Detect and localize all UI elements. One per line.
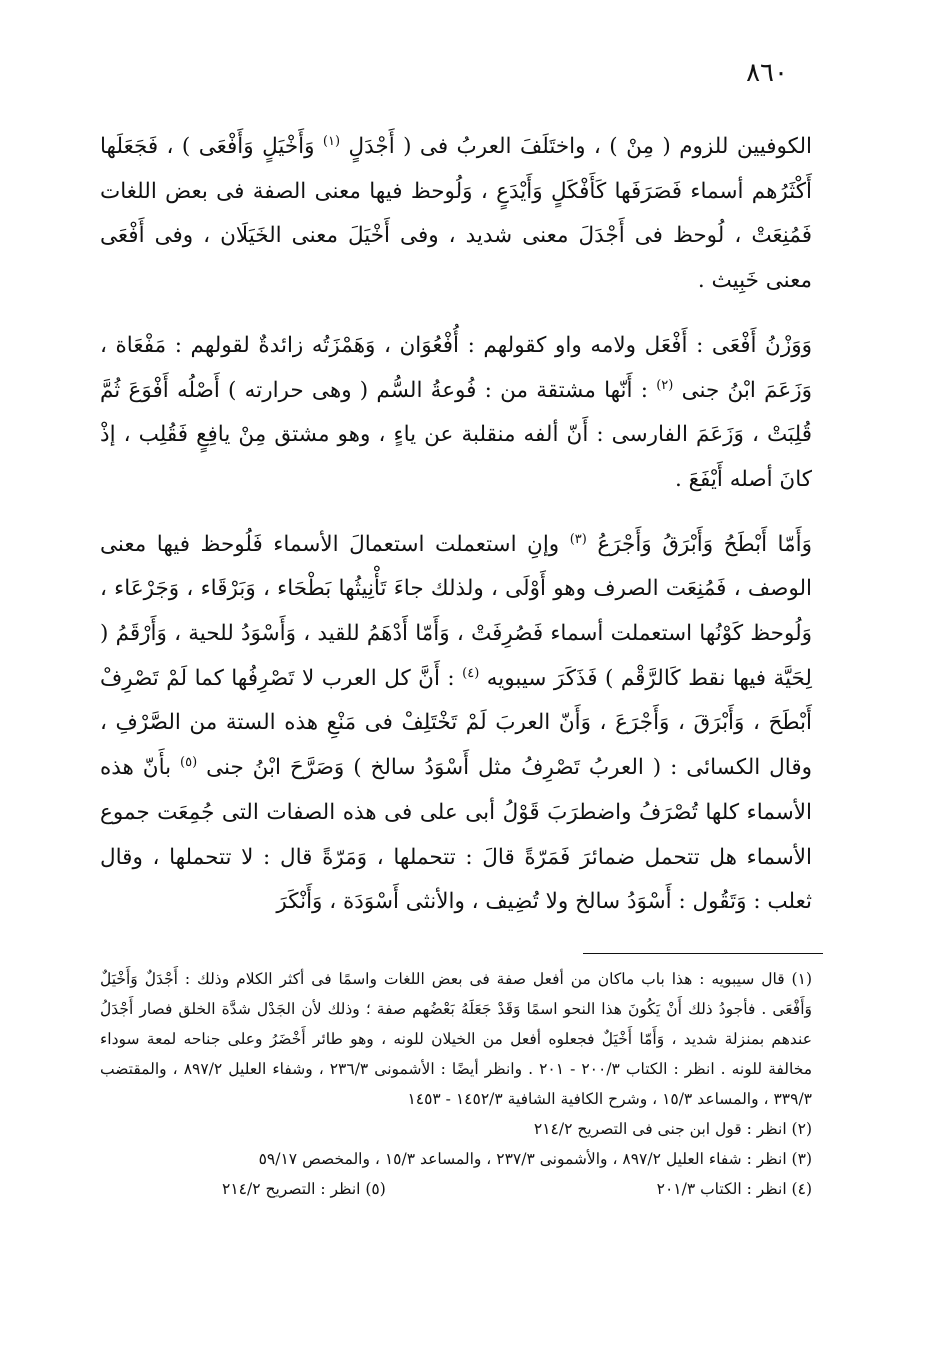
paragraph-text: وَأَخْيَلٍ وَأَفْعَى ) ، فَجَعَلَها أَكْثَرُهم أسماء فَصَرَفَها كَأَفْكَلٍ وَأَيْدَعٍ ، وَلُوحظ فيها معنى الصفة فى بعض اللغات فَمُنِعَتْ ، لُوحظ فى أَجْدَلَ معنى شديد ، وفى أَخْيَلَ معنى الخَيَلَان ، وفى أَفْعَى معنى خَبِيث .	[100, 134, 812, 294]
paragraph-1	[100, 125, 812, 304]
footnote-3: (٣) انظر : شفاء العليل ٨٩٧/٢ ، والأشمونى ٢٣٧/٣ ، والمساعد ١٥/٣ ، والمخصص ٥٩/١٧	[258, 1150, 812, 1168]
paragraph-text: : أَنّها مشتقة من : فُوعةُ السُّم ( وهى حرارته ) أَصْلُه أَفْوَعَ ثُمَّ قُلِبَتْ ، وَزَعَمَ الفارسى : أَنّ ألفه منقلبة عن ياءٍ ، وهو مشتق مِنْ يافِعٍ فَقُلِب ، إذْ كانَ أصله أَيْفَعَ .	[100, 377, 812, 492]
footnote-marker: (٣)	[569, 531, 587, 547]
footnote-row	[222, 1174, 812, 1204]
footnote-2: (٢) انظر : قول ابن جنى فى التصريح ٢١٤/٢	[533, 1120, 812, 1138]
page-number: ٨٦٠	[746, 58, 788, 88]
paragraph-text: وَوَزْنُ أَفْعَى : أَفْعَل ولامه واو كقولهم : أُفْعُوَان ، وَهَمْزَتُه زائدةٌ لقولهم : مَفْعَاة ، وَزَعَمَ ابْنُ جنى	[100, 332, 812, 403]
paragraph-2	[100, 324, 812, 503]
paragraph-text: الكوفيين للزوم ( مِنْ ) ، واختَلَفَ العربُ فى ( أَجْدَلٍ	[340, 134, 812, 159]
footnote-marker: (٢)	[656, 377, 674, 393]
footnotes	[100, 964, 812, 1204]
footnote-divider	[583, 953, 823, 954]
main-text	[100, 125, 812, 925]
footnote-marker: (٤)	[462, 665, 480, 681]
footnote-1: (١) قال سيبويه : هذا باب ماكان من أفعل صفة فى بعض اللغات واسمًا فى أكثر الكلام وذلك : أَجْدَلٌ وَأَخْيَلٌ وَأَفْعَى . فأجودُ ذلك أَنْ يَكُونَ هذا النحو اسمًا وَقَدْ جَعَلَهُ بَعْضُهم صفة ؛ وذلك لأن الجَدْل شدَّة الخلق فصار أَجْدَلُ عندهم بمنزلة شديد ، وَأَمّا أَخْيَلٌ فجعلوه أفعل من الخيلان للونه ، وهو طائر أَخْضَرُ وعلى جناحه لمعة سوداء مخالفة للونه . انظر : الكتاب ٢٠٠/٣ - ٢٠١ . وانظر أيضًا : الأشمونى ٢٣٦/٣ ، وشفاء العليل ٨٩٧/٢ ، والمقتضب ٣٣٩/٣ ، والمساعد ١٥/٣ ، وشرح الكافية الشافية ١٤٥٢/٣ - ١٤٥٣	[100, 970, 813, 1108]
paragraph-text: بأَنّ هذه الأسماء كلها تُصْرَفُ واضطرَبَ قَوْلُ أبى على فى هذه الصفات التى جُمِعَت جموع الأسماء هل تتحمل ضمائرَ فَمَرّةً قالَ : تتحملها ، وَمَرّةً قال : لا تتحملها ، وقال ثعلب : وَتَقُول : أَسْوَدُ سالخ ولا تُضِيف ، والأنثى أَسْوَدَة ، وَأَنْكَرَ	[100, 755, 812, 915]
paragraph-text: وإنِ استعملت استعمالَ الأسماء فَلُوحظ فيها معنى الوصف ، فَمُنِعَت الصرف وهو أَوْلَى ، ولذلك جاءَ تَأْنِيثُها بَطْحَاء ، وَبَرْقَاء ، وَجَرْعَاء ، وَلُوحظ كَوْنُها استعملت أسماء فَصُرِفَتْ ، وَأَمّا أَدْهَمُ للقيد ، وَأَسْوَدُ للحية ، وَأَرْقَمُ ( لِحَيَّة فيها نقط كَالرَّقْم ) فَذَكَرَ سيبويه	[100, 531, 812, 691]
footnote-4: (٤) انظر : الكتاب ٢٠١/٣	[656, 1180, 812, 1198]
paragraph-3	[100, 523, 812, 925]
footnote-marker: (١)	[322, 133, 341, 149]
footnote-marker: (٥)	[180, 754, 198, 770]
footnote-5: (٥) انظر : التصريح ٢١٤/٢	[222, 1180, 386, 1198]
paragraph-text: وَأَمّا أَبْطَحُ وَأَبْرَقُ وَأَجْرَعُ	[586, 531, 812, 557]
paragraph-text: : أَنَّ كل العرب لا تَصْرِفُها كما لَمْ تَصْرِفْ أَبْطَحَ ، وَأَبْرَقَ ، وَأَجْرَعَ ، وَأَنّ العربَ لَمْ تَخْتَلِفْ فى مَنْعِ هذه الستة من الصَّرْفِ ، وقال الكسائى : ( العربُ تَصْرِفُ مثل أَسْوَدُ سالخ ) وَصَرَّحَ ابْنُ جنى	[100, 665, 812, 781]
